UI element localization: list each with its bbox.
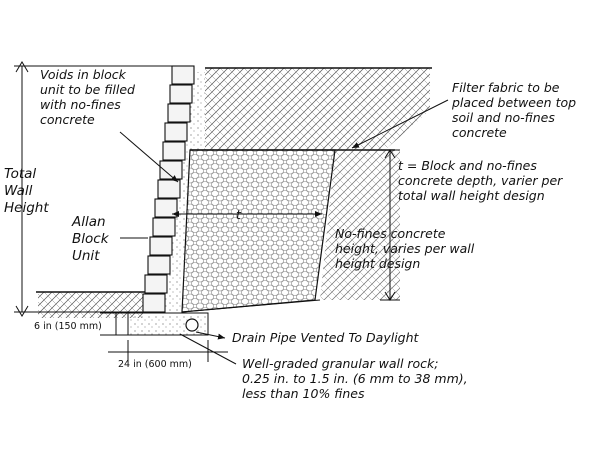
no-fines-label-2: height, varies per wall (335, 241, 475, 256)
voids-label-1: Voids in block (40, 67, 126, 82)
dim-6in-label: 6 in (150 mm) (34, 321, 102, 332)
wall-rock-label-2: 0.25 in. to 1.5 in. (6 mm to 38 mm), (242, 371, 468, 386)
block-unit (163, 142, 185, 160)
block-unit (158, 180, 180, 198)
t-def-label-2: concrete depth, varier per (398, 173, 563, 188)
wall-rock-label-1: Well-graded granular wall rock; (242, 356, 439, 371)
total-height-label-2: Wall (4, 183, 33, 199)
filter-fabric-label-4: concrete (452, 125, 507, 140)
t-def-label-3: total wall height design (398, 188, 545, 203)
block-unit (172, 66, 194, 84)
t-def-label-1: t = Block and no-fines (398, 158, 537, 173)
filter-fabric-label-2: placed between top (452, 95, 577, 110)
no-fines-label-3: height design (335, 256, 421, 271)
t-symbol-label: t (236, 207, 241, 222)
block-unit (143, 294, 165, 312)
drain-pipe (186, 319, 198, 331)
block-unit (168, 104, 190, 122)
block-unit (148, 256, 170, 274)
total-height-label-3: Height (4, 200, 49, 216)
voids-label-4: concrete (40, 112, 95, 127)
filter-fabric-label-3: soil and no-fines (452, 110, 555, 125)
filter-fabric-label-1: Filter fabric to be (452, 80, 560, 95)
block-unit (145, 275, 167, 293)
allan-block-label-3: Unit (72, 248, 100, 264)
dim-24in-label: 24 in (600 mm) (118, 359, 192, 370)
no-fines-label-1: No-fines concrete (335, 226, 446, 241)
block-unit (150, 237, 172, 255)
voids-label-3: with no-fines (40, 97, 121, 112)
block-unit (153, 218, 175, 236)
allan-block-label-1: Allan (72, 214, 106, 230)
block-unit (170, 85, 192, 103)
voids-label-2: unit to be filled (40, 82, 135, 97)
no-fines-concrete-zone (182, 150, 335, 312)
drain-pipe-label: Drain Pipe Vented To Daylight (232, 330, 419, 345)
total-height-label-1: Total (4, 166, 37, 182)
allan-block-label-2: Block (72, 231, 109, 247)
wall-rock-label-3: less than 10% fines (242, 386, 365, 401)
block-unit (165, 123, 187, 141)
retained-soil-upper (205, 68, 430, 150)
